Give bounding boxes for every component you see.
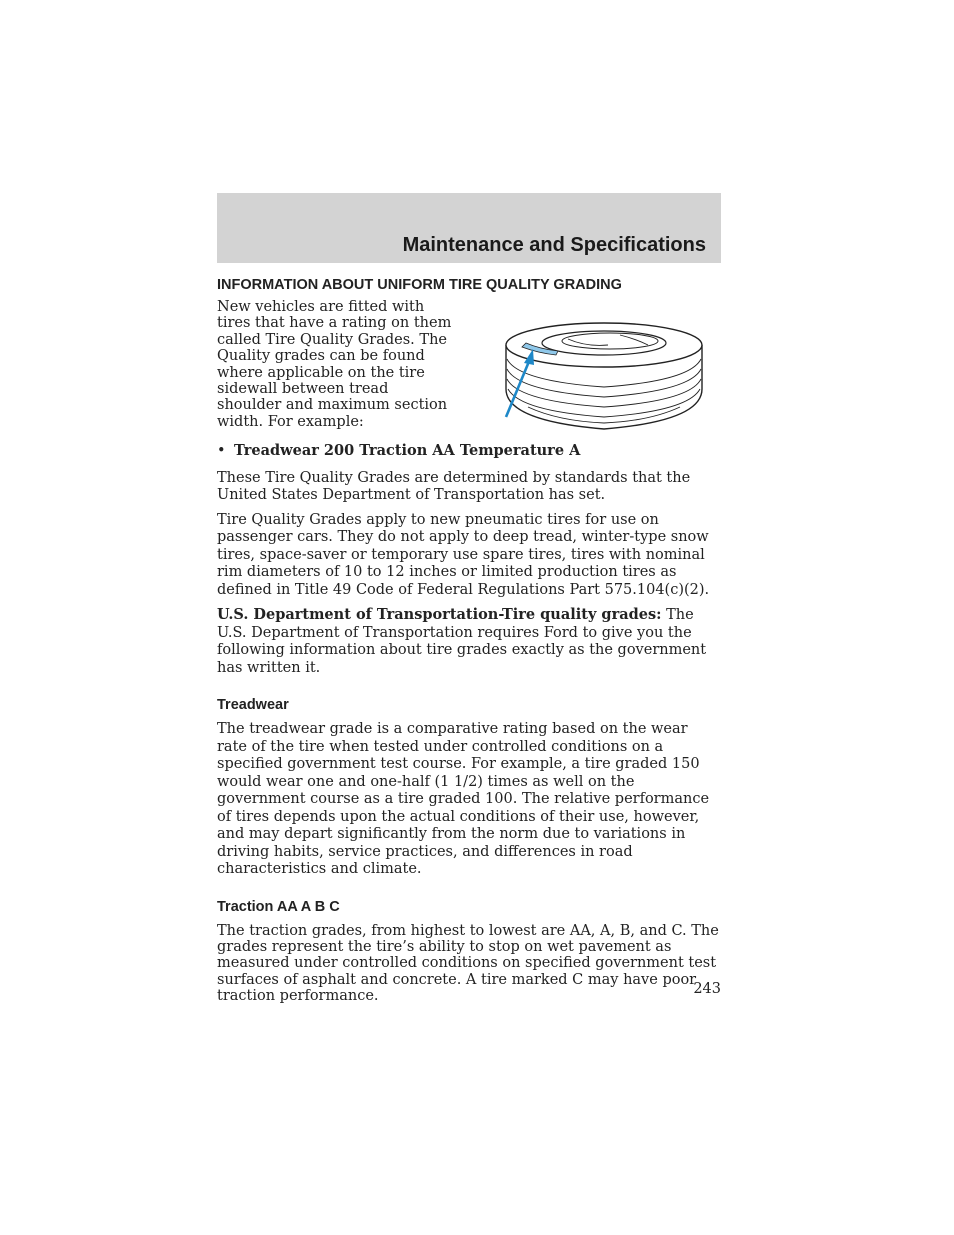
dot-lead-in: U.S. Department of Transportation-Tire quality grades: [217, 606, 662, 623]
paragraph-standards: These Tire Quality Grades are determined by standards that the United States Department of Transportation has set. [217, 469, 691, 503]
treadwear-paragraph: The treadwear grade is a comparative rating based on the wear rate of the tire when tested under controlled conditions on a specified government test course. For example, a tire graded 150 would wear one and one-half (1 1/2) times as well on the government course as a tire graded 100. The relative performance of tires depends upon the actual conditions of their use, however, and may depart significantly from the norm due to variations in driving habits, service practices, and differences in road characteristics and climate. [217, 721, 710, 877]
traction-paragraph: The traction grades, from highest to lowest are AA, A, B, and C. The grades represent the tire’s ability to stop on wet pavement as measured under controlled conditions on specified government test surfaces of asphalt and concrete. A tire marked C may have poor traction performance. [217, 922, 719, 1005]
list-item [217, 442, 721, 461]
header-band [217, 193, 721, 263]
tire-illustration-icon [498, 317, 710, 437]
main-content [217, 277, 721, 1012]
page-title: Maintenance and Specifications [402, 234, 706, 256]
dot-text: The U.S. Department of Transportation requires Ford to give you the following information about tire grades exactly as the government has written it. [217, 607, 707, 676]
intro-paragraph: New vehicles are fitted with tires that have a rating on them called Tire Quality Grades. The Quality grades can be found where applicable on the tire sidewall between tread shoulder and maximum section width. For example: [217, 299, 452, 430]
bullet-text: Treadwear 200 Traction AA Temperature A [234, 442, 581, 459]
paragraph-dot [217, 606, 721, 677]
paragraph-applicability: Tire Quality Grades apply to new pneumatic tires for use on passenger cars. They do not apply to deep tread, winter-type snow tires, space-saver or temporary use spare tires, tires with nominal rim diameters of 10 to 12 inches or limited production tires as defined in Title 49 Code of Federal Regulations Part 575.104(c)(2). [217, 511, 710, 598]
traction-heading: Traction AA A B C [217, 898, 340, 915]
bullet-icon: • [217, 443, 226, 459]
intro-block [217, 299, 721, 436]
page-number: 243 [693, 981, 721, 997]
treadwear-heading: Treadwear [217, 697, 289, 713]
section-heading: INFORMATION ABOUT UNIFORM TIRE QUALITY GRADING [217, 277, 622, 293]
